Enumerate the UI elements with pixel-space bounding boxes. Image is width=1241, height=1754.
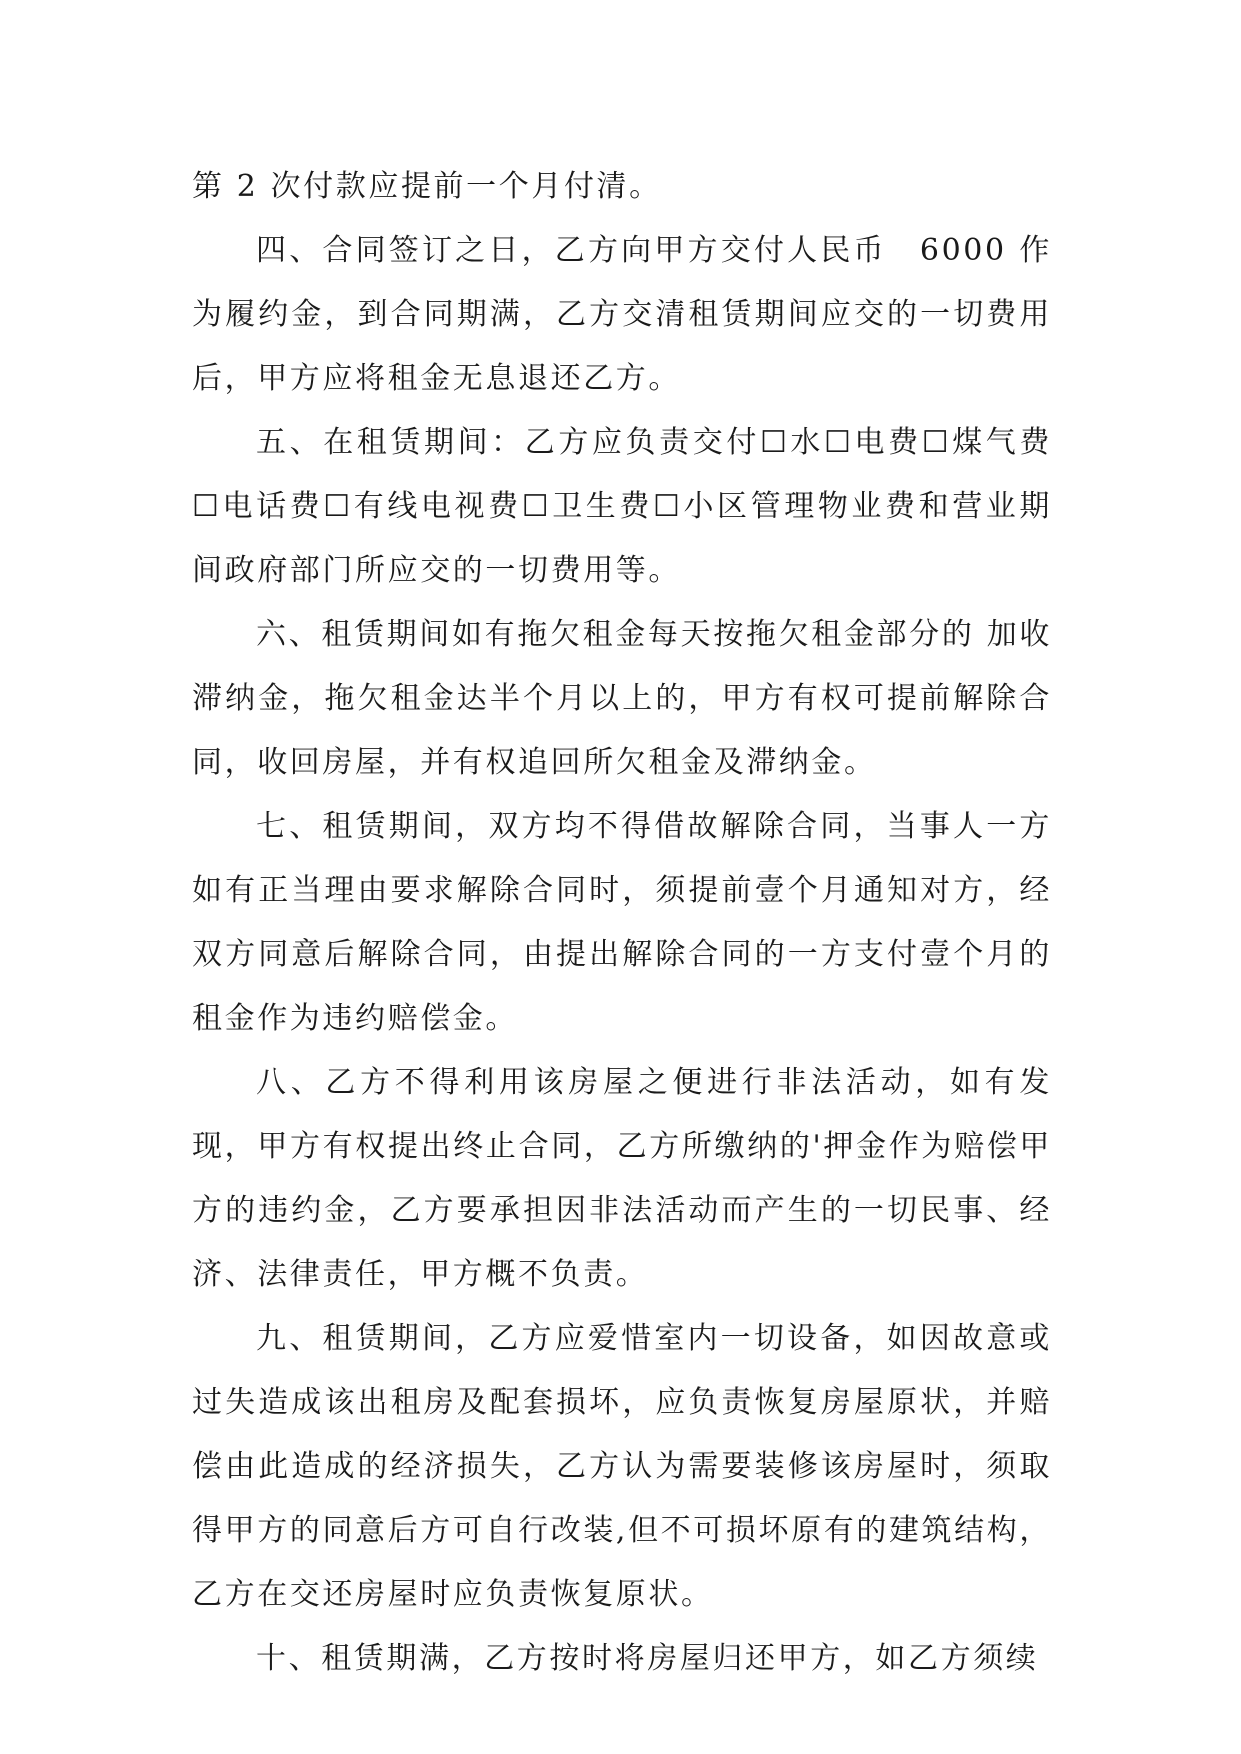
paragraph-clause-10: 十、租赁期满，乙方按时将房屋归还甲方，如乙方须续	[256, 1641, 1039, 1676]
paragraph-clause-9: 九、租赁期间，乙方应爱惜室内一切设备，如因故意或过失造成该出租房及配套损坏，应负责恢复房屋原状，并赔偿由此造成的经济损失，乙方认为需要装修该房屋时，须取得甲方的同意后方可自行改装,但不可损坏原有的建筑结构，乙方在交还房屋时应负责恢复原状。	[192, 1321, 1052, 1612]
paragraph-clause-7: 七、租赁期间，双方均不得借故解除合同，当事人一方如有正当理由要求解除合同时，须提前壹个月通知对方，经双方同意后解除合同，由提出解除合同的一方支付壹个月的租金作为违约赔偿金。	[192, 809, 1052, 1036]
paragraph-clause-4: 四、合同签订之日，乙方向甲方交付人民币 6000 作为履约金，到合同期满，乙方交清租赁期间应交的一切费用后，甲方应将租金无息退还乙方。	[192, 233, 1052, 396]
paragraph-clause-6: 六、租赁期间如有拖欠租金每天按拖欠租金部分的 加收滞纳金，拖欠租金达半个月以上的，甲方有权可提前解除合同，收回房屋，并有权追回所欠租金及滞纳金。	[192, 617, 1052, 780]
paragraph-clause-8: 八、乙方不得利用该房屋之便进行非法活动，如有发现，甲方有权提出终止合同，乙方所缴纳的'押金作为赔偿甲方的违约金，乙方要承担因非法活动而产生的一切民事、经济、法律责任，甲方概不负责。	[192, 1065, 1052, 1292]
paragraph-payment-deadline: 第 2 次付款应提前一个月付清。	[192, 169, 662, 204]
paragraph-clause-5: 五、在租赁期间：乙方应负责交付☐水☐电费☐煤气费☐电话费☐有线电视费☐卫生费☐小区管理物业费和营业期间政府部门所应交的一切费用等。	[192, 425, 1052, 588]
document-body	[192, 155, 1052, 1691]
